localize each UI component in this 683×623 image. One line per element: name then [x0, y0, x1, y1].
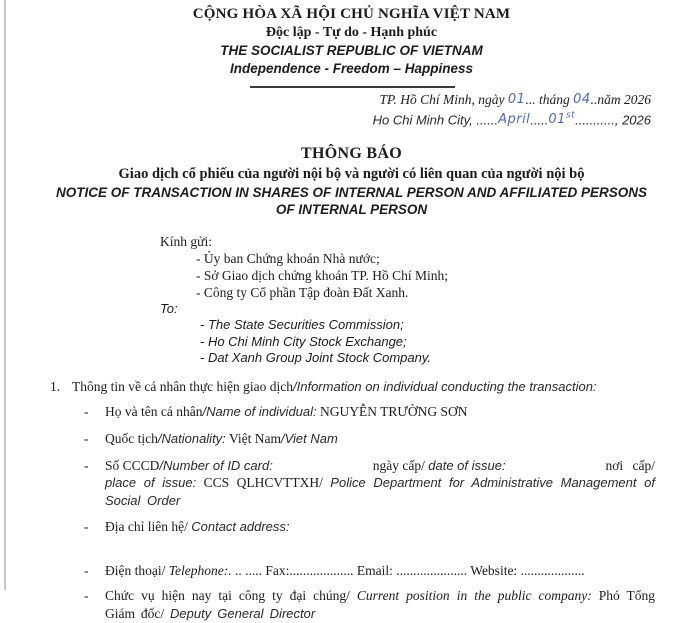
- issue-place-value-en: Police Department for Administrative Management of Social Order: [105, 475, 656, 508]
- handwritten-month-en: April: [498, 112, 531, 128]
- list-dash: -: [84, 457, 89, 473]
- date-line-vn: [48, 91, 651, 110]
- field-nationality: [84, 430, 655, 448]
- document-subtitle-en: NOTICE OF TRANSACTION IN SHARES OF INTERNAL PERSON AND AFFILIATED PERSONS OF INTERNAL PERSON: [55, 184, 648, 217]
- date-line-en: [48, 109, 651, 130]
- position-label-vn: Chức vụ hiện nay tại công ty đại chúng/: [105, 588, 350, 604]
- address-label-vn: Địa chỉ liên hệ/: [105, 519, 188, 535]
- list-dash: -: [84, 588, 89, 604]
- nationality-label-en: /Nationality:: [157, 430, 226, 446]
- section-number: 1.: [50, 378, 61, 394]
- list-dash: -: [84, 430, 89, 446]
- field-id-card: [84, 457, 655, 510]
- fax-label: Fax:...................: [265, 563, 354, 579]
- header-divider: [250, 86, 455, 88]
- issue-place-row: [105, 474, 655, 509]
- national-motto-vn: Độc lập - Tự do - Hạnh phúc: [265, 25, 438, 40]
- date-vn-prefix: TP. Hồ Chí Minh, ngày: [379, 91, 505, 107]
- recipient-item: - Dat Xanh Group Joint Stock Company.: [200, 350, 431, 366]
- nationality-label-vn: Quốc tịch: [105, 430, 158, 446]
- name-label-en: /Name of individual:: [202, 403, 317, 419]
- handwritten-day-en: 01st: [548, 111, 576, 128]
- national-title-en: THE SOCIALIST REPUBLIC OF VIETNAM: [220, 43, 483, 58]
- phone-dots: .. .....: [235, 563, 262, 579]
- nationality-value-vn: Việt Nam: [228, 430, 281, 446]
- position-value-en: Deputy General Director: [170, 606, 316, 622]
- issue-date-label-vn: ngày cấp/: [372, 457, 425, 473]
- name-label-vn: Họ và tên cá nhân: [105, 403, 203, 419]
- recipients-block: [48, 233, 655, 367]
- recipient-item: - Công ty Cổ phần Tập đoàn Đất Xanh.: [196, 284, 409, 300]
- id-card-label-en: /Number of ID card:: [159, 457, 273, 473]
- date-vn-month-label: tháng: [538, 91, 570, 107]
- date-vn-suffix: ..năm 2026: [590, 91, 651, 107]
- issue-date-label-en: date of issue:: [428, 457, 506, 473]
- id-card-row: [105, 457, 655, 475]
- date-en-prefix: Ho Chi Minh City, ......: [372, 112, 499, 128]
- recipient-item: - The State Securities Commission;: [200, 317, 404, 333]
- document-title: THÔNG BÁO: [301, 144, 402, 162]
- address-label-en: Contact address:: [191, 519, 290, 535]
- list-dash: -: [84, 563, 89, 579]
- recipient-list-vn: [196, 250, 655, 301]
- section-heading-text: Thông tin về cá nhân thực hiện giao dịch/Information on individual conducting the transaction:: [72, 378, 597, 394]
- recipient-list-en: [200, 317, 655, 367]
- national-title-vn: CỘNG HÒA XÃ HỘI CHỦ NGHĨA VIỆT NAM: [192, 6, 511, 22]
- section-1-heading: [50, 378, 655, 395]
- phone-label-en: Telephone:.: [168, 563, 232, 579]
- handwritten-day-vn: 01: [507, 91, 526, 107]
- field-name: [84, 403, 655, 421]
- scan-edge-left: [4, 0, 6, 590]
- issue-place-label-vn: nơi cấp/: [605, 457, 655, 473]
- phone-label-vn: Điện thoại/: [105, 563, 166, 579]
- email-label: Email: .....................: [356, 563, 468, 579]
- recipient-item: - Ho Chi Minh City Stock Exchange;: [200, 333, 407, 349]
- field-phone-fax-email: [84, 562, 655, 580]
- nationality-value-en: /Viet Nam: [281, 430, 338, 446]
- document-subtitle-vn: Giao dịch cổ phiếu của người nội bộ và người có liên quan của người nội bộ: [118, 165, 585, 182]
- name-value: NGUYỄN TRƯỜNG SƠN: [320, 403, 468, 419]
- recipient-item: - Sở Giao dịch chứng khoán TP. Hồ Chí Minh;: [196, 267, 448, 283]
- website-label: Website: ...................: [470, 563, 585, 579]
- handwritten-month-vn: 04: [573, 91, 591, 107]
- salutation-vn: Kính gửi:: [160, 233, 212, 249]
- field-contact-address: [84, 518, 655, 536]
- issue-place-label-en: place of issue:: [105, 475, 197, 491]
- salutation-en: To:: [160, 300, 178, 316]
- issue-place-value: CCS QLHCVTTXH/: [203, 475, 323, 491]
- id-card-label-vn: Số CCCD: [105, 457, 160, 473]
- national-header: [48, 6, 655, 77]
- list-dash: -: [84, 519, 89, 535]
- dateline: [48, 91, 655, 130]
- position-label-en: Current position in the public company:: [356, 588, 592, 604]
- field-current-position: [84, 587, 655, 623]
- national-motto-en: Independence - Freedom – Happiness: [229, 61, 474, 76]
- date-en-suffix: ..........., 2026: [575, 112, 651, 128]
- section-1-transaction-individual: [48, 378, 655, 623]
- list-dash: -: [84, 403, 89, 419]
- position-value-vn: Phó Tổng Giám đốc/: [105, 588, 655, 622]
- date-vn-dots: ...: [525, 91, 536, 107]
- date-en-dots: .....: [530, 112, 549, 128]
- day-ordinal-suffix: st: [565, 111, 576, 121]
- document-title-block: [48, 144, 655, 218]
- recipient-item: - Ủy ban Chứng khoán Nhà nước;: [196, 250, 380, 266]
